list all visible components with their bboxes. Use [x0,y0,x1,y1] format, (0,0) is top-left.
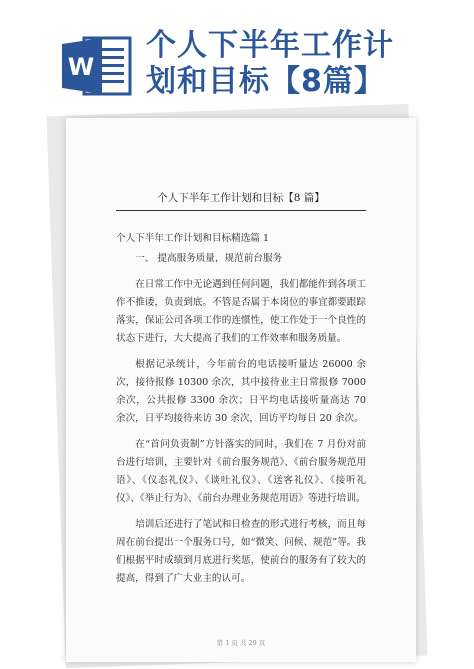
section-heading: 一、 提高服务质量，规范前台服务 [135,253,283,264]
header-divider [116,210,366,211]
paragraph: 在“首问负责制”方针落实的同时，我们在 7 月份对前台进行培训，主要针对《前台服务规范》、《前台服务规范用语》、《仪态礼仪》、《谈吐礼仪》、《送客礼仪》、《接听礼仪》、《举止行为》、《前台办理业务规范用语》等进行培训。 [116,439,366,504]
page-number: 第 1 页 共 29 页 [216,639,266,647]
word-document-icon [62,34,134,98]
paragraph: 培训后还进行了笔试和日检查的形式进行考核，而且每周在前台提出一个服务口号，如“微笑、问候、规范”等。我们根据平时成绩到月底进行奖惩，使前台的服务有了较大的提高，得到了广大业主的认可。 [116,519,366,584]
document-body [116,230,366,596]
banner [0,0,474,100]
document-subtitle: 个人下半年工作计划和目标精选篇 1 [116,233,270,244]
paragraph: 根据记录统计，今年前台的电话接听量达 26000 余次，接待报修 10300 余次，其中接待业主日常报修 7000 余次，公共报修 3300 余次；日平均电话接听量高达 70 余次，日平均接待来访 30 余次，回访平均每日 20 余次。 [116,359,366,424]
document-header: 个人下半年工作计划和目标【8 篇】 [157,192,325,204]
document-page [66,118,416,662]
banner-title-line-2: 划和目标【8篇】 [146,64,385,99]
banner-title [146,28,466,100]
paragraph: 在日常工作中无论遇到任何问题，我们都能作到各项工作不推诿，负责到底。不管是否属于本岗位的事宜都要跟踪落实，保证公司各项工作的连惯性，使工作处于一个良性的状态下进行，大大提高了我们的工作效率和服务质量。 [116,279,366,344]
banner-title-line-1: 个人下半年工作计 [146,28,394,63]
logo-letter: W [67,53,95,81]
